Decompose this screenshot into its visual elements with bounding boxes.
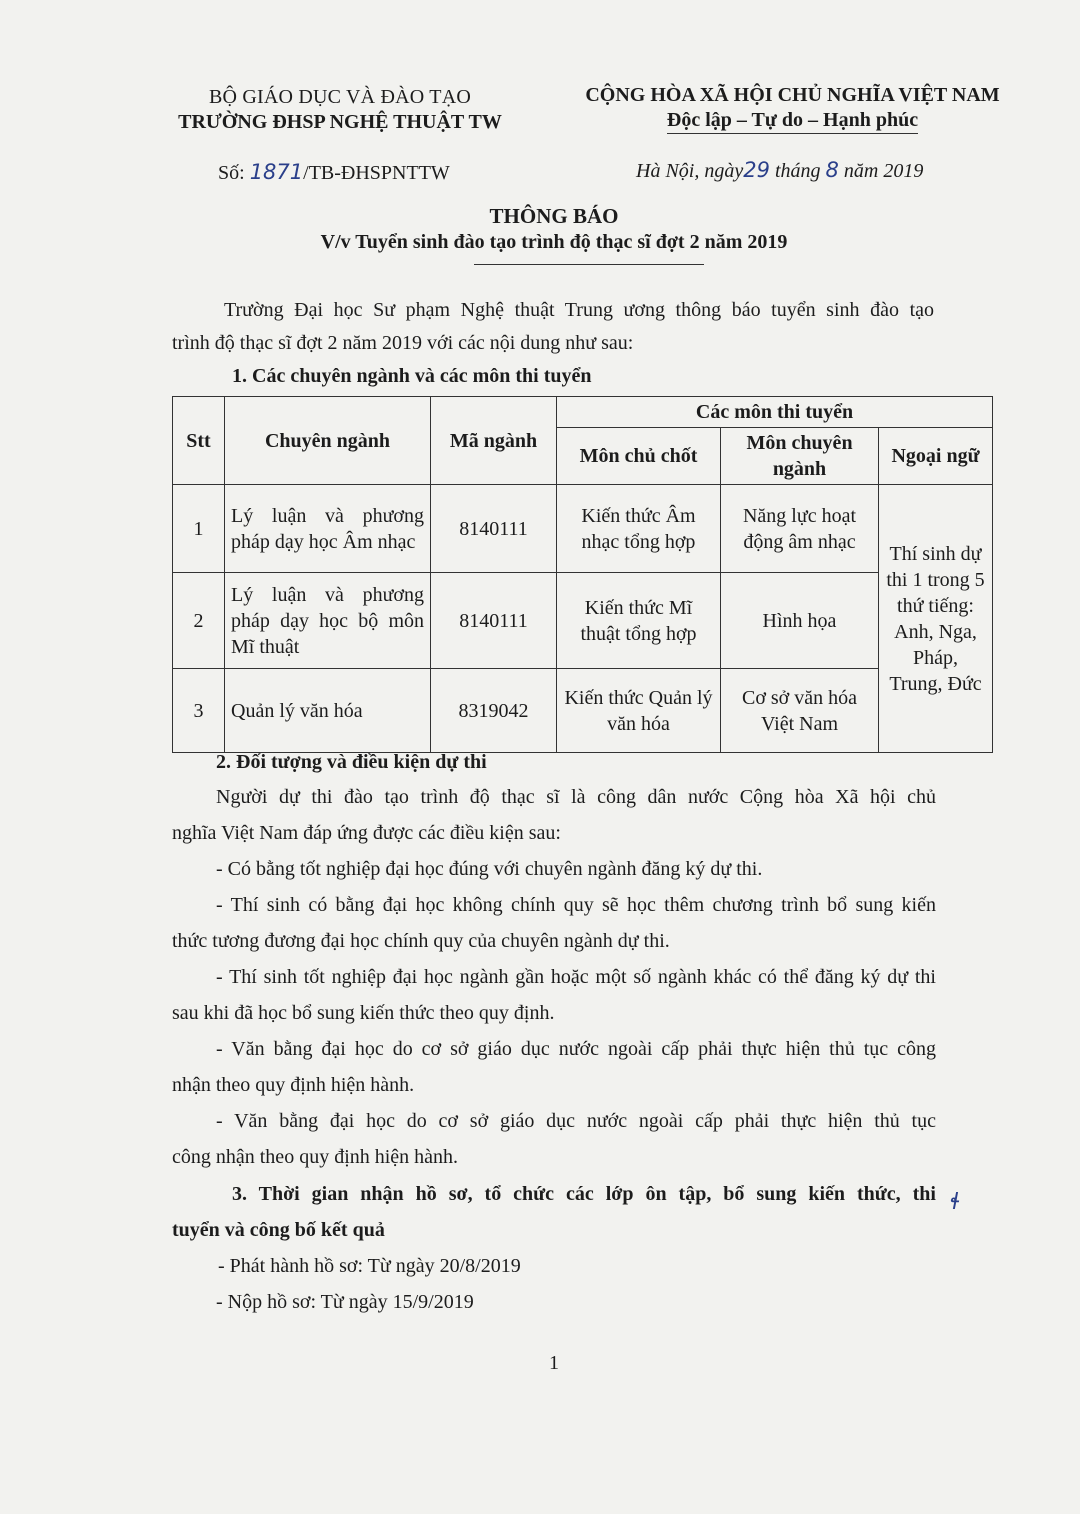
table-row bbox=[173, 573, 993, 669]
cell-core: Kiến thức Mĩ thuật tổng hợp bbox=[557, 573, 721, 669]
header-special-subject: Môn chuyên ngành bbox=[721, 428, 879, 485]
cell-stt: 1 bbox=[173, 485, 225, 573]
cell-special: Cơ sở văn hóa Việt Nam bbox=[721, 669, 879, 753]
number-prefix: Số: bbox=[218, 162, 250, 184]
cell-stt: 2 bbox=[173, 573, 225, 669]
table-row bbox=[173, 669, 993, 753]
document-number bbox=[218, 160, 450, 185]
header-code: Mã ngành bbox=[431, 397, 557, 485]
section-3-heading-line-1: 3. Thời gian nhận hồ sơ, tổ chức các lớp ôn tập, bổ sung kiến thức, thi bbox=[232, 1183, 936, 1205]
document-subtitle: V/v Tuyển sinh đào tạo trình độ thạc sĩ đợt 2 năm 2019 bbox=[320, 231, 788, 253]
date-suffix: năm 2019 bbox=[838, 160, 924, 182]
cell-major: Quản lý văn hóa bbox=[225, 669, 431, 753]
header-exam-subjects: Các môn thi tuyển bbox=[557, 397, 993, 428]
cell-major: Lý luận và phương pháp dạy học Âm nhạc bbox=[225, 485, 431, 573]
national-motto: Độc lập – Tự do – Hạnh phúc bbox=[667, 109, 918, 134]
section-1-heading: 1. Các chuyên ngành và các môn thi tuyển bbox=[232, 365, 592, 387]
page-number: 1 bbox=[549, 1352, 559, 1374]
header-right bbox=[560, 84, 1025, 134]
handwritten-mark-icon: ɬ bbox=[950, 1190, 961, 1215]
date-prefix: Hà Nội, ngày bbox=[636, 160, 744, 182]
s2-bullet-1: - Có bằng tốt nghiệp đại học đúng với chuyên ngành đăng ký dự thi. bbox=[216, 858, 763, 880]
handwritten-month: 8 bbox=[825, 158, 839, 182]
cell-special: Hình họa bbox=[721, 573, 879, 669]
s2-bullet-3-line-1: - Thí sinh tốt nghiệp đại học ngành gần hoặc một số ngành khác có thể đăng ký dự thi bbox=[216, 966, 936, 988]
ministry-name: BỘ GIÁO DỤC VÀ ĐÀO TẠO bbox=[209, 86, 471, 108]
handwritten-day: 29 bbox=[743, 158, 770, 182]
handwritten-number: 1871 bbox=[249, 160, 304, 184]
section-3-heading-line-2: tuyển và công bố kết quả bbox=[172, 1219, 385, 1241]
header-major: Chuyên ngành bbox=[225, 397, 431, 485]
s2-bullet-4-line-2: nhận theo quy định hiện hành. bbox=[172, 1074, 415, 1096]
s2-paragraph-line-1: Người dự thi đào tạo trình độ thạc sĩ là công dân nước Cộng hòa Xã hội chủ bbox=[216, 786, 936, 808]
cell-major: Lý luận và phương pháp dạy học bộ môn Mĩ thuật bbox=[225, 573, 431, 669]
s2-bullet-5-line-2: công nhận theo quy định hiện hành. bbox=[172, 1146, 459, 1168]
cell-core: Kiến thức Quản lý văn hóa bbox=[557, 669, 721, 753]
cell-code: 8319042 bbox=[431, 669, 557, 753]
intro-line-2: trình độ thạc sĩ đợt 2 năm 2019 với các nội dung như sau: bbox=[172, 332, 634, 354]
header-core-subject: Môn chủ chốt bbox=[557, 428, 721, 485]
header-foreign-language: Ngoại ngữ bbox=[879, 428, 993, 485]
number-suffix: /TB-ĐHSPNTTW bbox=[303, 162, 450, 184]
s2-bullet-5-line-1: - Văn bằng đại học do cơ sở giáo dục nước ngoài cấp phải thực hiện thủ tục bbox=[216, 1110, 936, 1132]
school-name: TRƯỜNG ĐHSP NGHỆ THUẬT TW bbox=[178, 111, 502, 133]
section-2-heading: 2. Đối tượng và điều kiện dự thi bbox=[216, 751, 487, 773]
document-title: THÔNG BÁO bbox=[489, 204, 619, 228]
title-divider bbox=[474, 264, 704, 265]
cell-stt: 3 bbox=[173, 669, 225, 753]
header-stt: Stt bbox=[173, 397, 225, 485]
table-row bbox=[173, 485, 993, 573]
cell-language-note: Thí sinh dự thi 1 trong 5 thứ tiếng: Anh, Nga, Pháp, Trung, Đức bbox=[879, 485, 993, 753]
cell-special: Năng lực hoạt động âm nhạc bbox=[721, 485, 879, 573]
intro-line-1: Trường Đại học Sư phạm Nghệ thuật Trung ương thông báo tuyển sinh đào tạo bbox=[224, 299, 934, 321]
s3-bullet-2: - Nộp hồ sơ: Từ ngày 15/9/2019 bbox=[216, 1291, 474, 1313]
s2-bullet-2-line-2: thức tương đương đại học chính quy của chuyên ngành dự thi. bbox=[172, 930, 670, 952]
date-mid: tháng bbox=[769, 160, 826, 182]
s3-bullet-1: - Phát hành hồ sơ: Từ ngày 20/8/2019 bbox=[218, 1255, 521, 1277]
cell-code: 8140111 bbox=[431, 485, 557, 573]
cell-core: Kiến thức Âm nhạc tổng hợp bbox=[557, 485, 721, 573]
header-left bbox=[130, 86, 550, 134]
s2-bullet-3-line-2: sau khi đã học bổ sung kiến thức theo quy định. bbox=[172, 1002, 555, 1024]
s2-bullet-4-line-1: - Văn bằng đại học do cơ sở giáo dục nước ngoài cấp phải thực hiện thủ tục công bbox=[216, 1038, 936, 1060]
s2-bullet-2-line-1: - Thí sinh có bằng đại học không chính quy sẽ học thêm chương trình bổ sung kiến bbox=[216, 894, 936, 916]
s2-paragraph-line-2: nghĩa Việt Nam đáp ứng được các điều kiện sau: bbox=[172, 822, 561, 844]
republic-name: CỘNG HÒA XÃ HỘI CHỦ NGHĨA VIỆT NAM bbox=[585, 84, 1000, 106]
cell-code: 8140111 bbox=[431, 573, 557, 669]
exam-subjects-table bbox=[172, 396, 993, 753]
document-date bbox=[636, 158, 923, 183]
